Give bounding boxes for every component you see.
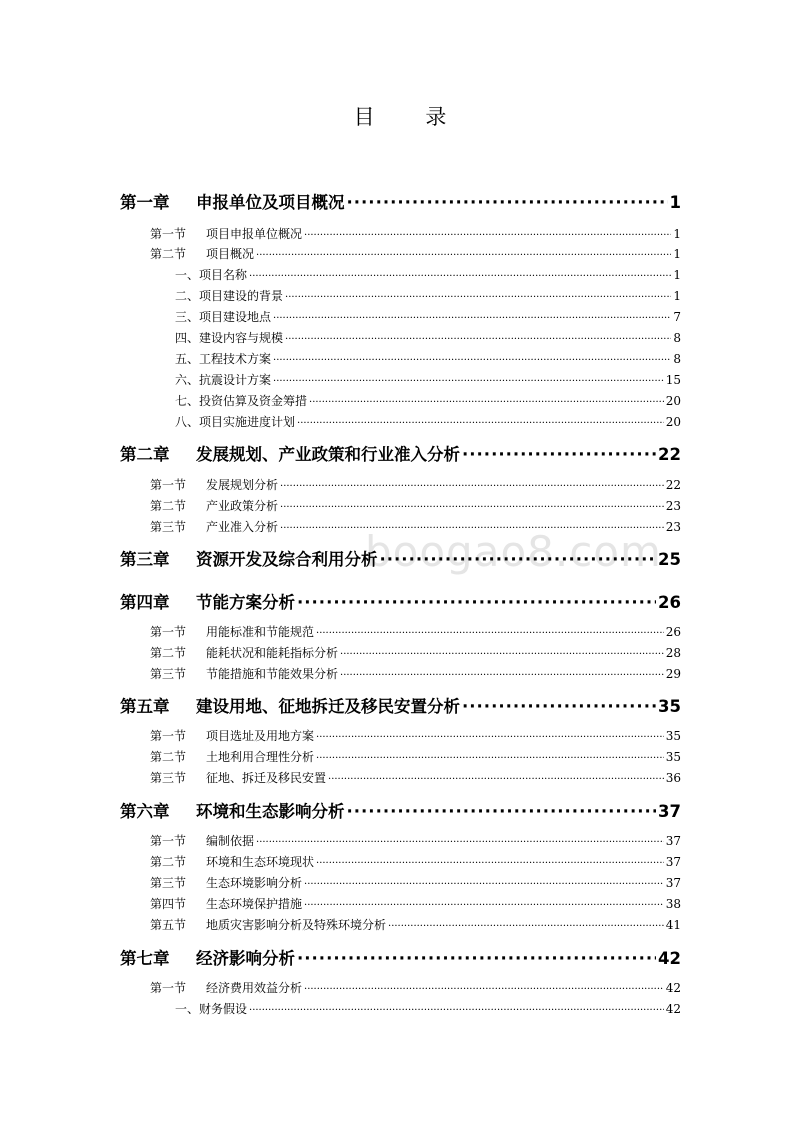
page-title: 目 录 (353, 105, 469, 129)
toc-entry-page-number: 42 (658, 949, 681, 968)
toc-entry-number: 第二节 (150, 247, 187, 261)
toc-entry-page-number: 35 (658, 697, 681, 716)
toc-entry-page-number: 22 (658, 445, 681, 464)
toc-entry-label: 六、抗震设计方案 (175, 373, 272, 387)
toc-entry-label: 生态环境影响分析 (206, 876, 303, 890)
toc-section-entry[interactable] (150, 476, 681, 493)
toc-entry-page-number: 26 (658, 593, 681, 612)
toc-entry-label: 经济费用效益分析 (206, 981, 303, 995)
toc-section-entry[interactable] (150, 623, 681, 640)
toc-section-entry[interactable] (150, 832, 681, 849)
toc-entry-page-number: 1 (673, 227, 681, 241)
dot-leader (316, 732, 664, 743)
toc-entry-page-number: 38 (665, 897, 681, 911)
toc-section-entry[interactable] (150, 895, 681, 912)
dot-leader (280, 502, 664, 513)
toc-entry-label: 节能方案分析 (196, 593, 295, 612)
toc-section-entry[interactable] (150, 245, 681, 262)
toc-entry-page-number: 25 (658, 550, 681, 569)
toc-entry-page-number: 35 (665, 729, 681, 743)
toc-section-entry[interactable] (150, 874, 681, 891)
toc-entry-page-number: 26 (665, 625, 681, 639)
toc-entry-page-number: 36 (665, 771, 681, 785)
toc-entry-number: 第一节 (150, 981, 187, 995)
toc-entry-number: 第三节 (150, 771, 187, 785)
toc-entry-label: 五、工程技术方案 (175, 352, 272, 366)
toc-section-entry[interactable] (150, 665, 681, 682)
dot-leader (273, 376, 664, 387)
toc-entry-label: 编制依据 (206, 834, 255, 848)
toc-entry-page-number: 37 (665, 876, 681, 890)
toc-entry-number: 第二章 (120, 445, 170, 464)
dot-leader (316, 628, 664, 639)
toc-entry-label: 用能标准和节能规范 (206, 625, 315, 639)
toc-entry-label: 环境和生态影响分析 (196, 802, 345, 821)
toc-entry-number: 第一章 (120, 193, 170, 212)
dot-leader (285, 292, 671, 303)
dot-leader (304, 230, 671, 241)
toc-entry-page-number: 29 (665, 667, 681, 681)
toc-entry-label: 一、项目名称 (175, 268, 248, 282)
toc-item-entry[interactable] (175, 308, 681, 325)
dot-leader (249, 1005, 664, 1016)
toc-entry-page-number: 1 (673, 247, 681, 261)
toc-entry-label: 能耗状况和能耗指标分析 (206, 646, 339, 660)
toc-entry-page-number: 35 (665, 750, 681, 764)
toc-entry-page-number: 15 (665, 373, 681, 387)
watermark: boogao8.com (365, 527, 662, 576)
toc-entry-number: 第三章 (120, 550, 170, 569)
dot-leader (304, 984, 664, 995)
toc-entry-page-number: 23 (665, 499, 681, 513)
toc-section-entry[interactable] (150, 497, 681, 514)
toc-entry-page-number: 22 (665, 478, 681, 492)
dot-leader (309, 397, 664, 408)
toc-entry-page-number: 8 (673, 331, 681, 345)
toc-entry-label: 二、项目建设的背景 (175, 289, 284, 303)
toc-entry-label: 三、项目建设地点 (175, 310, 272, 324)
toc-entry-page-number: 42 (665, 1002, 681, 1016)
toc-entry-number: 第七章 (120, 949, 170, 968)
dot-leader (347, 193, 668, 212)
dot-leader (256, 250, 671, 261)
toc-entry-label: 八、项目实施进度计划 (175, 415, 296, 429)
toc-entry-page-number: 20 (665, 415, 681, 429)
toc-entry-page-number: 23 (665, 520, 681, 534)
toc-entry-number: 第二节 (150, 646, 187, 660)
toc-entry-number: 第二节 (150, 855, 187, 869)
dot-leader (304, 879, 664, 890)
toc-chapter-entry[interactable] (120, 189, 681, 213)
toc-entry-page-number: 37 (665, 834, 681, 848)
toc-chapter-entry[interactable] (120, 441, 681, 465)
toc-chapter-entry[interactable] (120, 589, 681, 613)
toc-entry-label: 项目选址及用地方案 (206, 729, 315, 743)
dot-leader (462, 445, 656, 464)
dot-leader (297, 418, 664, 429)
toc-entry-number: 第五节 (150, 918, 187, 932)
toc-section-entry[interactable] (150, 769, 681, 786)
toc-entry-label: 产业准入分析 (206, 520, 279, 534)
dot-leader (340, 670, 664, 681)
toc-item-entry[interactable] (175, 371, 681, 388)
toc-chapter-entry[interactable] (120, 693, 681, 717)
toc-entry-number: 第二节 (150, 499, 187, 513)
toc-item-entry[interactable] (175, 287, 681, 304)
toc-item-entry[interactable] (175, 266, 681, 283)
toc-entry-page-number: 37 (658, 802, 681, 821)
dot-leader (249, 271, 671, 282)
dot-leader (273, 313, 671, 324)
toc-entry-label: 生态环境保护措施 (206, 897, 303, 911)
dot-leader (347, 802, 657, 821)
toc-section-entry[interactable] (150, 225, 681, 242)
toc-entry-page-number: 8 (673, 352, 681, 366)
toc-entry-label: 节能措施和节能效果分析 (206, 667, 339, 681)
toc-section-entry[interactable] (150, 518, 681, 535)
toc-entry-number: 第一节 (150, 729, 187, 743)
toc-entry-number: 第五章 (120, 697, 170, 716)
toc-entry-page-number: 1 (673, 289, 681, 303)
toc-entry-label: 资源开发及综合利用分析 (196, 550, 378, 569)
dot-leader (297, 593, 656, 612)
toc-entry-number: 第三节 (150, 876, 187, 890)
dot-leader (304, 900, 664, 911)
toc-entry-label: 一、财务假设 (175, 1002, 248, 1016)
toc-entry-number: 第四章 (120, 593, 170, 612)
toc-entry-label: 土地利用合理性分析 (206, 750, 315, 764)
toc-entry-label: 建设用地、征地拆迁及移民安置分析 (196, 697, 460, 716)
toc-chapter-entry[interactable] (120, 546, 681, 570)
toc-section-entry[interactable] (150, 853, 681, 870)
toc-entry-number: 第一节 (150, 625, 187, 639)
toc-entry-number: 第二节 (150, 750, 187, 764)
dot-leader (297, 949, 656, 968)
toc-entry-label: 产业政策分析 (206, 499, 279, 513)
toc-entry-page-number: 37 (665, 855, 681, 869)
toc-entry-label: 经济影响分析 (196, 949, 295, 968)
toc-chapter-entry[interactable] (120, 945, 681, 969)
toc-section-entry[interactable] (150, 727, 681, 744)
dot-leader (280, 523, 664, 534)
toc-entry-label: 七、投资估算及资金筹措 (175, 394, 308, 408)
toc-entry-number: 第六章 (120, 802, 170, 821)
toc-chapter-entry[interactable] (120, 798, 681, 822)
dot-leader (316, 858, 664, 869)
dot-leader (328, 774, 664, 785)
toc-entry-number: 第三节 (150, 520, 187, 534)
toc-item-entry[interactable] (175, 1000, 681, 1017)
toc-item-entry[interactable] (175, 350, 681, 367)
toc-entry-label: 项目概况 (206, 247, 255, 261)
toc-entry-number: 第一节 (150, 834, 187, 848)
dot-leader (256, 837, 664, 848)
toc-entry-page-number: 41 (665, 918, 681, 932)
toc-section-entry[interactable] (150, 644, 681, 661)
dot-leader (285, 334, 671, 345)
dot-leader (462, 697, 656, 716)
toc-entry-label: 地质灾害影响分析及特殊环境分析 (206, 918, 387, 932)
toc-entry-page-number: 42 (665, 981, 681, 995)
toc-entry-label: 环境和生态环境现状 (206, 855, 315, 869)
dot-leader (280, 481, 664, 492)
toc-entry-number: 第三节 (150, 667, 187, 681)
toc-entry-label: 发展规划、产业政策和行业准入分析 (196, 445, 460, 464)
toc-entry-label: 征地、拆迁及移民安置 (206, 771, 327, 785)
toc-entry-label: 项目申报单位概况 (206, 227, 303, 241)
toc-entry-page-number: 1 (669, 193, 681, 212)
toc-entry-number: 第四节 (150, 897, 187, 911)
dot-leader (273, 355, 671, 366)
dot-leader (340, 649, 664, 660)
toc-item-entry[interactable] (175, 329, 681, 346)
dot-leader (380, 550, 657, 569)
toc-entry-page-number: 28 (665, 646, 681, 660)
toc-item-entry[interactable] (175, 413, 681, 430)
toc-item-entry[interactable] (175, 392, 681, 409)
dot-leader (388, 921, 664, 932)
toc-entry-page-number: 1 (673, 268, 681, 282)
toc-entry-label: 发展规划分析 (206, 478, 279, 492)
toc-entry-page-number: 20 (665, 394, 681, 408)
toc-section-entry[interactable] (150, 748, 681, 765)
toc-entry-number: 第一节 (150, 478, 187, 492)
toc-entry-label: 四、建设内容与规模 (175, 331, 284, 345)
toc-entry-label: 申报单位及项目概况 (196, 193, 345, 212)
dot-leader (316, 753, 664, 764)
toc-entry-number: 第一节 (150, 227, 187, 241)
toc-section-entry[interactable] (150, 916, 681, 933)
toc-entry-page-number: 7 (673, 310, 681, 324)
toc-section-entry[interactable] (150, 979, 681, 996)
